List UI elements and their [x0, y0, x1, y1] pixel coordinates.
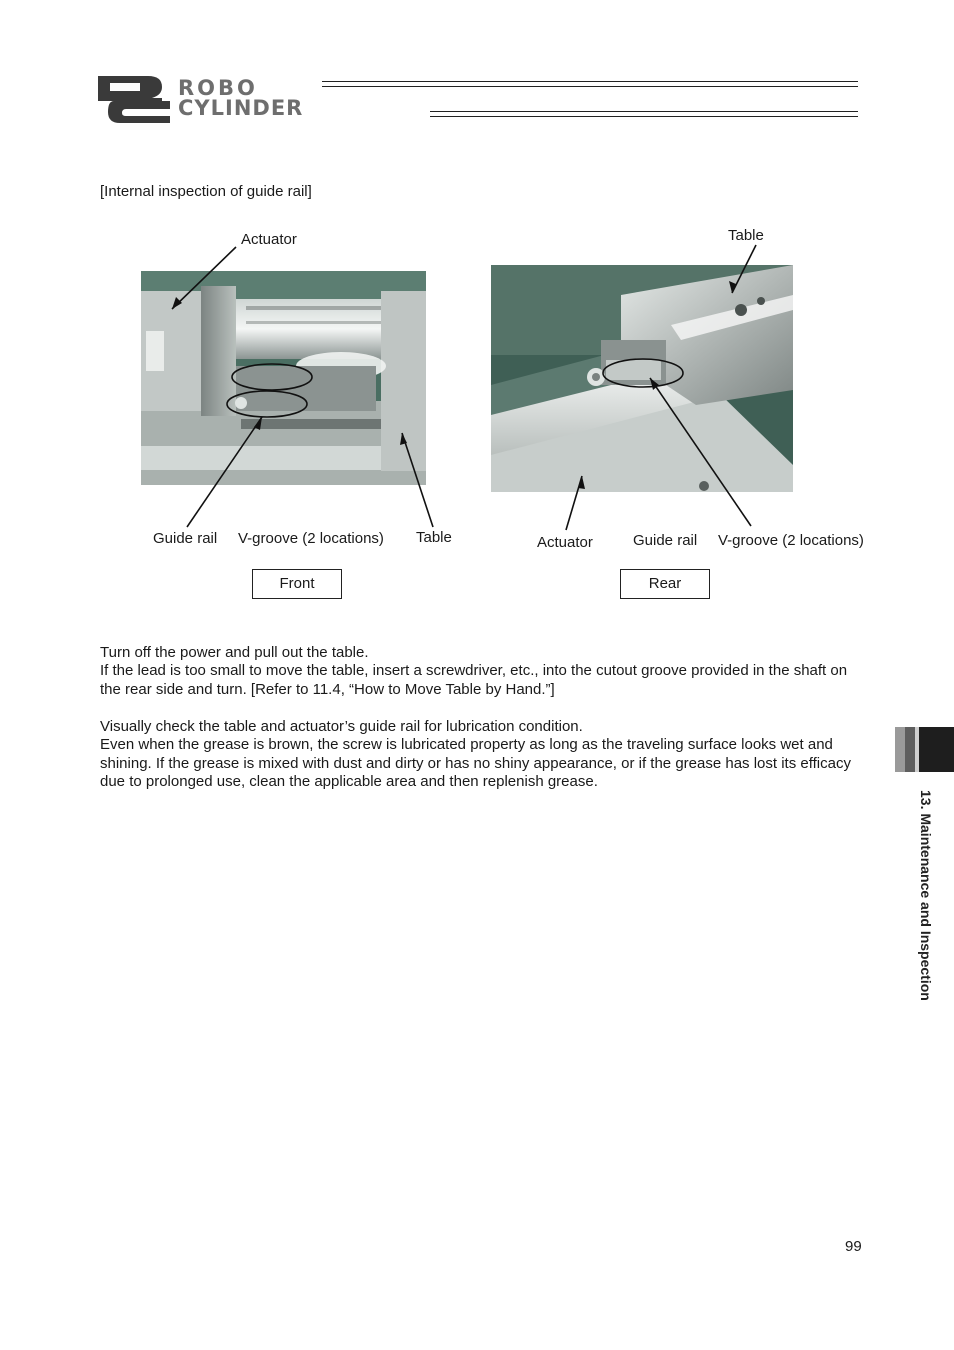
rear-label-table: Table	[728, 227, 764, 244]
front-label-guide-rail: Guide rail	[153, 530, 218, 547]
header-rule-top	[322, 81, 858, 87]
rear-label-v-groove: V-groove (2 locations)	[718, 532, 864, 549]
front-label-actuator: Actuator	[241, 231, 297, 248]
rear-label-actuator: Actuator	[537, 534, 593, 551]
logo-text-cylinder: CYLINDER	[178, 96, 304, 120]
rear-photo	[491, 265, 793, 492]
paragraph-1	[100, 644, 860, 699]
front-caption-box: Front	[252, 569, 342, 599]
paragraph-1-line-2: If the lead is too small to move the table, insert a screwdriver, etc., into the cutout groove provided in the shaft on the rear side and turn. [Refer to 11.4, “How to Move Table by Hand.”]	[100, 662, 848, 698]
front-label-v-groove: V-groove (2 locations)	[238, 530, 384, 547]
paragraph-2-line-1: Visually check the table and actuator’s guide rail for lubrication condition.	[100, 718, 583, 735]
paragraph-1-line-1: Turn off the power and pull out the table.	[100, 644, 369, 661]
header-rule-bottom	[430, 111, 858, 117]
logo-text-robo: ROBO	[178, 76, 258, 100]
page-number: 99	[845, 1238, 862, 1255]
rear-label-guide-rail: Guide rail	[633, 532, 698, 549]
section-title: [Internal inspection of guide rail]	[100, 183, 312, 200]
chapter-tab-marker	[895, 727, 954, 772]
front-label-table: Table	[416, 529, 452, 546]
paragraph-2	[100, 718, 860, 791]
front-photo	[141, 271, 426, 485]
robo-cylinder-logo-mark	[96, 74, 172, 124]
paragraph-2-line-2: Even when the grease is brown, the screw is lubricated property as long as the traveling surface looks wet and shining. If the grease is mixed with dust and dirty or has no shiny appearance, or if the grease has lost its efficacy due to prolonged use, clean the applicable area and then replenish grease.	[100, 736, 851, 790]
rear-caption-box: Rear	[620, 569, 710, 599]
chapter-side-label: 13. Maintenance and Inspection	[918, 790, 934, 1001]
